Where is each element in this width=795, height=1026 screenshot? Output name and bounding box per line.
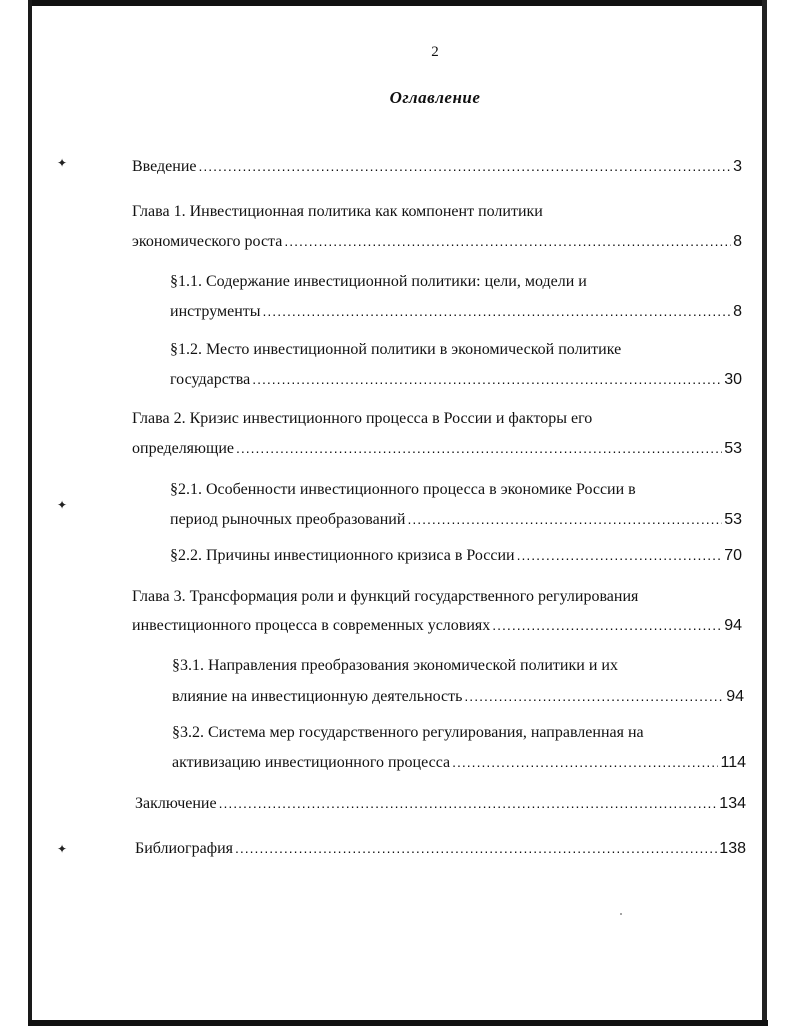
dot-leader (517, 545, 723, 565)
toc-entry-title: §2.2. Причины инвестиционного кризиса в России (170, 547, 515, 564)
toc-page-number: 94 (726, 688, 744, 705)
toc-entry-section-1-1[interactable] (170, 301, 742, 322)
toc-entry-bibliography[interactable] (135, 838, 746, 859)
toc-page-number: 8 (733, 303, 742, 320)
toc-page-number: 94 (724, 617, 742, 634)
toc-entry-section-1-2[interactable] (170, 369, 742, 390)
toc-entry-section-2-2[interactable] (170, 545, 742, 566)
toc-page-number: 114 (720, 754, 746, 771)
toc-entry-chapter-3[interactable] (132, 615, 742, 636)
toc-entry-section-3-1[interactable] (172, 686, 744, 707)
dot-leader (199, 156, 732, 176)
toc-page-number: 53 (724, 440, 742, 457)
toc-page-number: 134 (719, 795, 746, 812)
toc-entry-section-2-1[interactable] (170, 509, 742, 530)
dot-leader (492, 615, 722, 635)
toc-section-3-1-line1[interactable]: §3.1. Направления преобразования экономической политики и их (172, 657, 618, 674)
toc-entry-title: активизацию инвестиционного процесса (172, 754, 451, 771)
toc-entry-title: Введение (132, 158, 197, 175)
toc-page-number: 8 (733, 233, 742, 250)
toc-entry-conclusion[interactable] (135, 793, 746, 814)
toc-chapter-3-line1[interactable]: Глава 3. Трансформация роли и функций государственного регулирования (132, 588, 639, 605)
toc-page-number: 30 (724, 371, 742, 388)
toc-entry-title: инструменты (170, 303, 261, 320)
dot-leader (263, 301, 732, 321)
page-title: Оглавление (389, 88, 481, 107)
toc-page-number: 138 (719, 840, 746, 857)
dot-leader (235, 838, 717, 858)
toc-section-3-2-line1[interactable]: §3.2. Система мер государственного регулирования, направленная на (172, 724, 644, 741)
toc-page-number: 3 (733, 158, 742, 175)
toc-entry-section-3-2[interactable] (172, 752, 746, 773)
toc-page-number: 53 (724, 511, 742, 528)
toc-page-number: 70 (724, 547, 742, 564)
toc-entry-intro[interactable] (132, 156, 742, 177)
binder-hole-mark-icon: ✦ (57, 156, 68, 170)
dot-leader (452, 752, 718, 772)
toc-entry-title: Библиография (135, 840, 233, 857)
toc-entry-title: государства (170, 371, 251, 388)
toc-entry-title: инвестиционного процесса в современных условиях (132, 617, 491, 634)
toc-section-1-2-line1[interactable]: §1.2. Место инвестиционной политики в экономической политике (170, 341, 622, 358)
dot-leader (219, 793, 718, 813)
dot-leader (252, 369, 722, 389)
dot-leader (407, 509, 722, 529)
binder-hole-mark-icon: ✦ (57, 498, 68, 512)
toc-section-2-1-line1[interactable]: §2.1. Особенности инвестиционного процесса в экономике России в (170, 481, 636, 498)
page-number: 2 (431, 44, 439, 60)
dot-leader (284, 231, 731, 251)
toc-entry-title: Заключение (135, 795, 217, 812)
toc-entry-title: определяющие (132, 440, 234, 457)
toc-entry-title: период рыночных преобразований (170, 511, 406, 528)
toc-entry-title: экономического роста (132, 233, 283, 250)
toc-chapter-1-line1[interactable]: Глава 1. Инвестиционная политика как компонент политики (132, 203, 543, 220)
scan-border-bottom (28, 1020, 768, 1026)
binder-hole-mark-icon: ✦ (57, 842, 68, 856)
toc-chapter-2-line1[interactable]: Глава 2. Кризис инвестиционного процесса в России и факторы его (132, 410, 593, 427)
scan-speck (620, 913, 622, 915)
toc-entry-title: влияние на инвестиционную деятельность (172, 688, 463, 705)
dot-leader (236, 438, 722, 458)
toc-entry-chapter-2[interactable] (132, 438, 742, 459)
scan-border-left (28, 0, 32, 1026)
toc-section-1-1-line1[interactable]: §1.1. Содержание инвестиционной политики: цели, модели и (170, 273, 587, 290)
toc-entry-chapter-1[interactable] (132, 231, 742, 252)
scan-border-top (28, 0, 765, 6)
scan-border-right (762, 0, 767, 1026)
dot-leader (464, 686, 724, 706)
